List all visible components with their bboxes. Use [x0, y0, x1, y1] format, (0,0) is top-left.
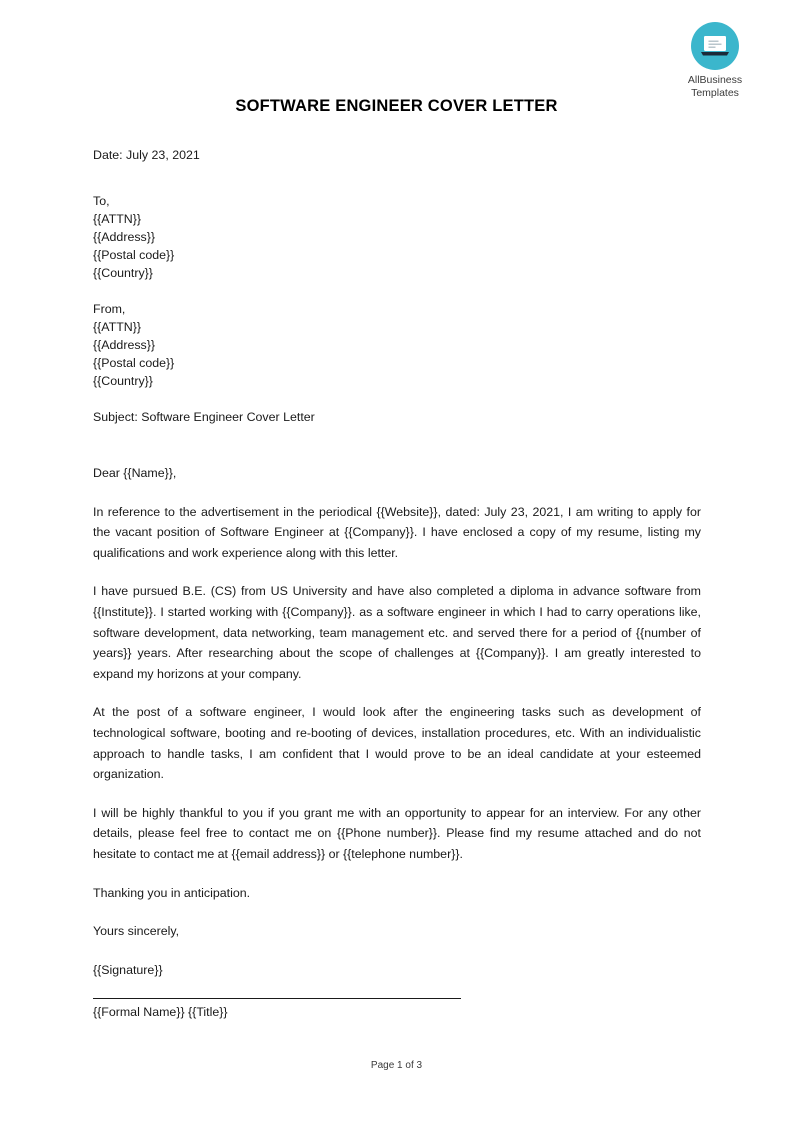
- signature-placeholder: {{Signature}}: [93, 962, 163, 977]
- thanks-line: Thanking you in anticipation.: [93, 885, 251, 900]
- body-paragraph-2: I have pursued B.E. (CS) from US University and have also completed a diploma in advance software from {{Institute}}. I started working with {{Company}}. as a software engineer in which I had to carry operations like, software development, data networking, team management etc. and served there for a period of {{number of years}} years. After researching about the scope of challenges at {{Company}}. I am greatly interested to expand my horizons at your company.: [93, 584, 701, 681]
- date-line: Date: July 23, 2021: [93, 148, 200, 162]
- recipient-block: [93, 192, 701, 282]
- sender-heading: From,: [93, 302, 126, 316]
- salutation: Dear {{Name}},: [93, 466, 177, 480]
- body-paragraph-1: In reference to the advertisement in the periodical {{Website}}, dated: July 23, 2021, I am writing to apply for the vacant position of Software Engineer at {{Company}}. I have enclosed a copy of my resume, listing my qualifications and work experience along with this letter.: [93, 504, 701, 560]
- letter-body: [93, 146, 701, 1021]
- signature-rule: [93, 998, 461, 999]
- page-footer: Page 1 of 3: [370, 1060, 423, 1071]
- brand-name-line-1: AllBusiness: [687, 74, 743, 86]
- brand-name-line-2: Templates: [691, 86, 739, 99]
- closing-line: Yours sincerely,: [93, 924, 180, 939]
- recipient-address: {{Address}}: [93, 230, 156, 244]
- sender-attn: {{ATTN}}: [93, 320, 141, 334]
- spacer: [93, 454, 701, 463]
- signer-name-title: {{Formal Name}} {{Title}}: [93, 1005, 228, 1020]
- sender-address: {{Address}}: [93, 338, 156, 352]
- subject-line: Subject: Software Engineer Cover Letter: [93, 410, 315, 424]
- spacer: [93, 282, 701, 300]
- brand-name: [660, 74, 770, 99]
- sender-block: [93, 300, 701, 390]
- sender-country: {{Country}}: [93, 374, 153, 388]
- body-paragraph-4: I will be highly thankful to you if you grant me with an opportunity to appear for an interview. For any other details, please feel free to contact me on {{Phone number}}. Please find my resume attached and do not hesitate to contact me at {{email address}} or {{telephone number}}.: [93, 805, 701, 861]
- spacer: [93, 164, 701, 192]
- page-title: SOFTWARE ENGINEER COVER LETTER: [235, 97, 558, 115]
- recipient-country: {{Country}}: [93, 266, 153, 280]
- recipient-postal-code: {{Postal code}}: [93, 248, 175, 262]
- recipient-attn: {{ATTN}}: [93, 212, 141, 226]
- spacer: [93, 390, 701, 408]
- spacer: [93, 426, 701, 454]
- recipient-heading: To,: [93, 194, 110, 208]
- sender-postal-code: {{Postal code}}: [93, 356, 175, 370]
- body-paragraph-3: At the post of a software engineer, I would look after the engineering tasks such as development of technological software, booting and re-booting of devices, installation procedures, etc. With an individualistic approach to handle tasks, I am confident that I would prove to be an ideal candidate at your esteemed organization.: [93, 705, 701, 782]
- laptop-icon: [691, 22, 739, 70]
- brand-logo: [660, 22, 770, 99]
